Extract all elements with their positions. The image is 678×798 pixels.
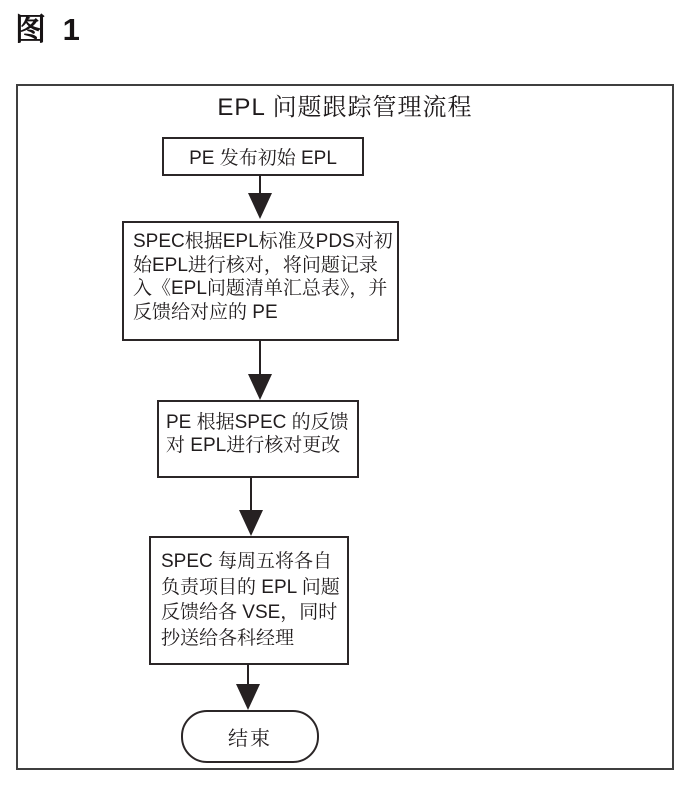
arrow-line-4 (247, 664, 249, 685)
flow-node-start (162, 137, 364, 176)
node-text-line: 反馈给各 VSE，同时 (161, 602, 338, 623)
flowchart-title: EPL 问题跟踪管理流程 (217, 94, 473, 121)
node-text-line: SPEC 每周五将各自 (161, 551, 333, 572)
node-text-line: 对 EPL进行核对更改 (166, 435, 341, 456)
node-text-line: 抄送给各科经理 (161, 627, 295, 649)
node-text-line: 入《EPL问题清单汇总表》，并 (133, 278, 388, 299)
arrow-down-icon (236, 684, 260, 710)
flow-node-pe-update (157, 400, 359, 478)
node-text-line: 反馈给对应的 PE (133, 301, 278, 323)
arrow-down-icon (239, 510, 263, 536)
arrow-line-1 (259, 175, 261, 194)
node-text-line: 负责项目的 EPL 问题 (161, 576, 340, 598)
flow-node-spec-check (122, 221, 399, 341)
node-text-line: PE 根据SPEC 的反馈 (166, 412, 349, 433)
figure-label: 图 1 (15, 12, 84, 47)
node-text-line: 始EPL进行核对，将问题记录 (133, 254, 378, 276)
flow-node-end (181, 710, 319, 763)
arrow-line-2 (259, 340, 261, 375)
arrow-down-icon (248, 374, 272, 400)
flow-node-spec-feedback (149, 536, 349, 665)
arrow-down-icon (248, 193, 272, 219)
arrow-line-3 (250, 477, 252, 511)
node-text-line: 结束 (228, 728, 272, 750)
node-text-line: PE 发布初始 EPL (189, 148, 337, 169)
node-text-line: SPEC根据EPL标准及PDS对初 (133, 231, 393, 252)
